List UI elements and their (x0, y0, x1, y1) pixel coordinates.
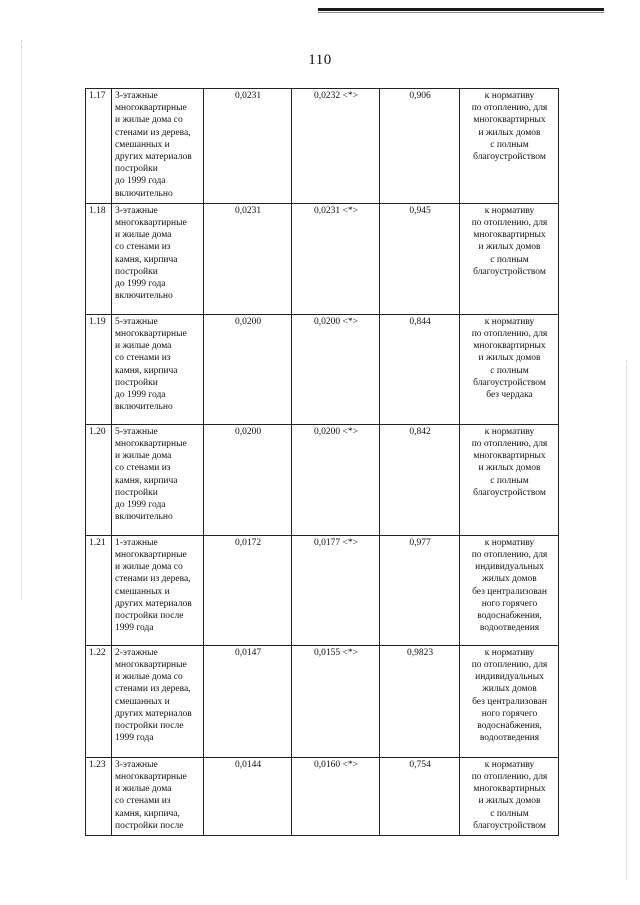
row-number: 1.23 (86, 757, 112, 835)
note-cell: к нормативу по отоплению, для индивидуальных жилых домов без централизован ного горячего водоснабжения, водоотведения (460, 535, 559, 645)
building-description: 2-этажные многоквартирные и жилые дома со стенами из дерева, смешанных и других материалов постройки после 1999 года (112, 645, 204, 757)
value-cell: 0,0177 <*> (292, 535, 380, 645)
value-cell: 0,0200 (204, 424, 292, 535)
note-cell: к нормативу по отоплению, для многоквартирных и жилых домов с полным благоустройством без чердака (460, 314, 559, 424)
value-cell: 0,0200 <*> (292, 314, 380, 424)
row-number: 1.21 (86, 535, 112, 645)
table-row (86, 424, 559, 535)
value-cell: 0,844 (380, 314, 460, 424)
building-description: 5-этажные многоквартирные и жилые дома со стенами из камня, кирпича постройки до 1999 года включительно (112, 314, 204, 424)
value-cell: 0,977 (380, 535, 460, 645)
row-number: 1.17 (86, 89, 112, 204)
value-cell: 0,754 (380, 757, 460, 835)
page-number: 110 (308, 52, 332, 68)
value-cell: 0,945 (380, 203, 460, 314)
value-cell: 0,842 (380, 424, 460, 535)
table-row (86, 535, 559, 645)
row-number: 1.22 (86, 645, 112, 757)
row-number: 1.20 (86, 424, 112, 535)
scan-margin-right (626, 360, 628, 880)
value-cell: 0,0232 <*> (292, 89, 380, 204)
value-cell: 0,0200 (204, 314, 292, 424)
building-description: 5-этажные многоквартирные и жилые дома со стенами из камня, кирпича постройки до 1999 года включительно (112, 424, 204, 535)
table-row (86, 757, 559, 835)
value-cell: 0,0155 <*> (292, 645, 380, 757)
value-cell: 0,0200 <*> (292, 424, 380, 535)
row-number: 1.18 (86, 203, 112, 314)
table-row (86, 645, 559, 757)
norms-table (85, 88, 559, 836)
table-row (86, 314, 559, 424)
note-cell: к нормативу по отоплению, для индивидуальных жилых домов без централизован ного горячего водоснабжения, водоотведения (460, 645, 559, 757)
value-cell: 0,0147 (204, 645, 292, 757)
building-description: 3-этажные многоквартирные и жилые дома со стенами из камня, кирпича постройки до 1999 года включительно (112, 203, 204, 314)
value-cell: 0,0231 <*> (292, 203, 380, 314)
scan-margin-left (21, 40, 23, 600)
building-description: 3-этажные многоквартирные и жилые дома со стенами из дерева, смешанных и других материалов постройки до 1999 года включительно (112, 89, 204, 204)
building-description: 3-этажные многоквартирные и жилые дома со стенами из камня, кирпича, постройки после (112, 757, 204, 835)
table-row (86, 89, 559, 204)
top-rule-shadow (318, 12, 604, 13)
table-row (86, 203, 559, 314)
building-description: 1-этажные многоквартирные и жилые дома со стенами из дерева, смешанных и других материалов постройки после 1999 года (112, 535, 204, 645)
row-number: 1.19 (86, 314, 112, 424)
value-cell: 0,0231 (204, 203, 292, 314)
top-rule (318, 8, 604, 11)
value-cell: 0,0172 (204, 535, 292, 645)
note-cell: к нормативу по отоплению, для многоквартирных и жилых домов с полным благоустройством (460, 424, 559, 535)
value-cell: 0,0160 <*> (292, 757, 380, 835)
note-cell: к нормативу по отоплению, для многоквартирных и жилых домов с полным благоустройством (460, 203, 559, 314)
value-cell: 0,0144 (204, 757, 292, 835)
note-cell: к нормативу по отоплению, для многоквартирных и жилых домов с полным благоустройством (460, 89, 559, 204)
value-cell: 0,9823 (380, 645, 460, 757)
value-cell: 0,906 (380, 89, 460, 204)
note-cell: к нормативу по отоплению, для многоквартирных и жилых домов с полным благоустройством (460, 757, 559, 835)
value-cell: 0,0231 (204, 89, 292, 204)
